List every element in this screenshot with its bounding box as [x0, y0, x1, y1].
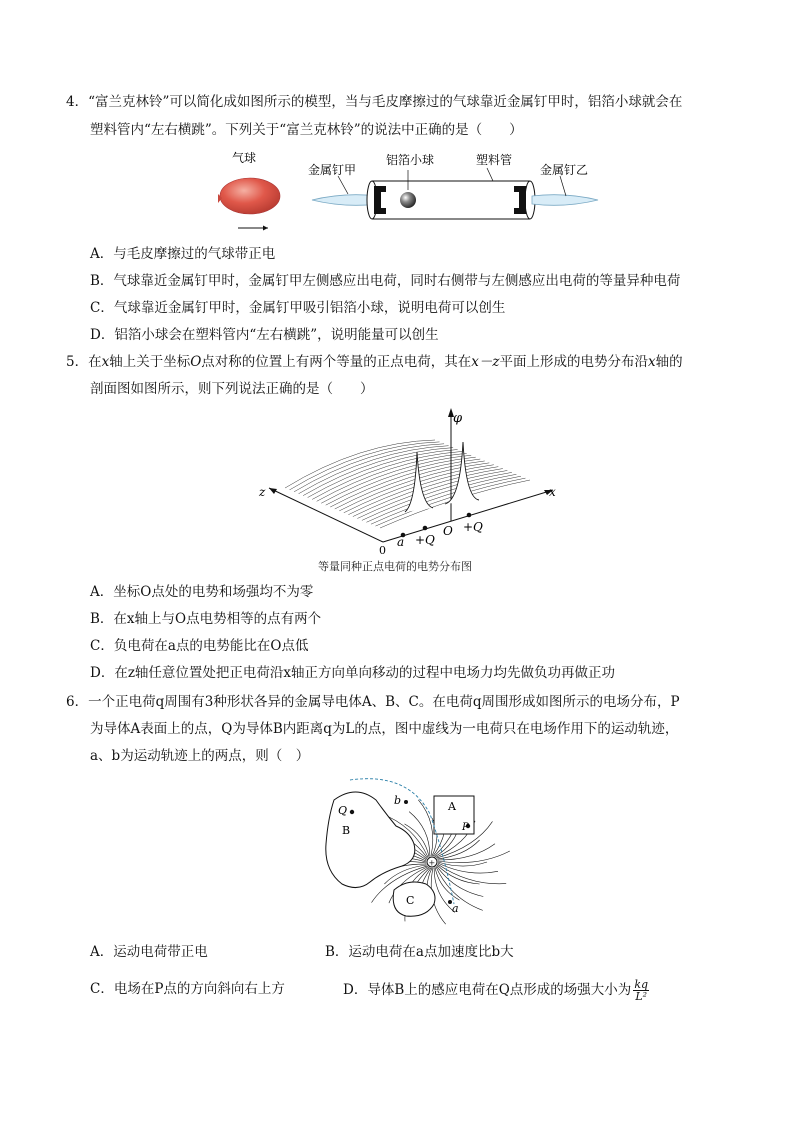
q6-option-d: D．导体B上的感应电荷在Q点形成的场强大小为 $\frac{kq}{\text{L²}}$ [343, 978, 649, 1003]
q5-option-b: B．在x轴上与O点电势相等的点有两个 [90, 611, 322, 627]
q6-option-b: B．运动电荷在a点加速度比b大 [325, 944, 514, 960]
q4-number: 4． [66, 94, 89, 110]
point-o-label: O [443, 524, 453, 538]
motion-arrow-icon [238, 226, 268, 231]
q5-option-d: D．在z轴任意位置处把正电荷沿x轴正方向单向移动的过程中电场力均先做负功再做正功 [90, 665, 616, 681]
q5-potential-distribution-figure [255, 404, 565, 554]
point-b-label: b [394, 794, 402, 807]
foil-ball-icon [400, 192, 416, 208]
point-q-label: Q [338, 804, 348, 817]
field-line [418, 800, 432, 856]
point-p-label: P [462, 822, 469, 833]
svg-text:+: + [428, 858, 436, 868]
q5-option-a: A．坐标O点处的电势和场强均不为零 [90, 584, 314, 600]
q6-option-c: C．电场在P点的方向斜向右上方 [90, 981, 285, 997]
conductor-a-label: A [448, 800, 456, 813]
q5-figure-caption: 等量同种正点电荷的电势分布图 [318, 560, 472, 573]
phi-axis-label: φ [453, 411, 463, 426]
q4-stem-line1: 4．“富兰克林铃”可以简化成如图所示的模型，当与毛皮摩擦过的气球靠近金属钉甲时，铝箔小球就会在 [66, 94, 683, 110]
foil-ball-label: 铝箔小球 [386, 153, 435, 167]
metal-nail-b-icon [532, 195, 598, 206]
charge-right-label: +Q [463, 520, 483, 534]
q5-option-c: C．负电荷在a点的电势能比在O点低 [90, 638, 309, 654]
charge-left-label: +Q [415, 533, 435, 547]
q5-stem-line1: 5．在x轴上关于坐标O点对称的位置上有两个等量的正点电荷，其在x－z平面上形成的电势分布沿x轴的 [66, 354, 683, 370]
x-axis-label: x [549, 485, 556, 499]
field-formula: $\frac{kq}{\text{L²}}$ [634, 978, 649, 1003]
q4-stem-line2: 塑料管内“左右横跳”。下列关于“富兰克林铃”的说法中正确的是（ ） [90, 122, 523, 138]
surface-gridline [366, 474, 516, 522]
conductor-b-label: B [342, 824, 351, 837]
point-a-label: a [452, 902, 459, 915]
potential-surface [285, 440, 530, 528]
q4-option-d: D．铝箔小球会在塑料管内“左右横跳”，说明能量可以创生 [90, 327, 439, 343]
bell-right-icon [514, 186, 526, 214]
point-a-label: a [397, 535, 405, 549]
bell-left-icon [374, 186, 386, 214]
q6-stem-line2: 为导体A表面上的点，Q为导体B内距离q为L的点，图中虚线为一电荷只在电场作用下的运动轨迹， [90, 721, 679, 737]
q4-franklin-bell-figure [210, 146, 610, 236]
q6-electric-field-figure [298, 774, 522, 932]
q6-stem-line3: a、b为运动轨迹上的两点，则（ ） [90, 748, 310, 764]
nail-a-label: 金属钉甲 [308, 163, 357, 177]
surface-gridline [371, 476, 521, 524]
origin-label: 0 [379, 544, 386, 554]
balloon-label: 气球 [232, 151, 257, 165]
nail-b-label: 金属钉乙 [540, 163, 589, 177]
balloon-icon [218, 178, 280, 214]
q6-stem-line1: 6．一个正电荷q周围有3种形状各异的金属导电体A、B、C。在电荷q周围形成如图所示的电场分布，P [66, 694, 680, 710]
q4-option-c: C．气球靠近金属钉甲时，金属钉甲吸引铝箔小球，说明电荷可以创生 [90, 300, 506, 316]
q4-option-b: B．气球靠近金属钉甲时，金属钉甲左侧感应出电荷，同时右侧带与左侧感应出电荷的等量异种电荷 [90, 273, 681, 289]
plastic-tube-label: 塑料管 [476, 153, 513, 167]
conductor-c-label: C [406, 894, 415, 907]
z-axis-label: z [259, 485, 266, 499]
q4-option-a: A．与毛皮摩擦过的气球带正电 [90, 246, 276, 262]
q5-stem-line2: 剖面图如图所示，则下列说法正确的是（ ） [90, 381, 374, 397]
plastic-tube-icon [367, 181, 535, 219]
surface-gridline [312, 451, 462, 499]
q6-option-a: A．运动电荷带正电 [90, 944, 208, 960]
